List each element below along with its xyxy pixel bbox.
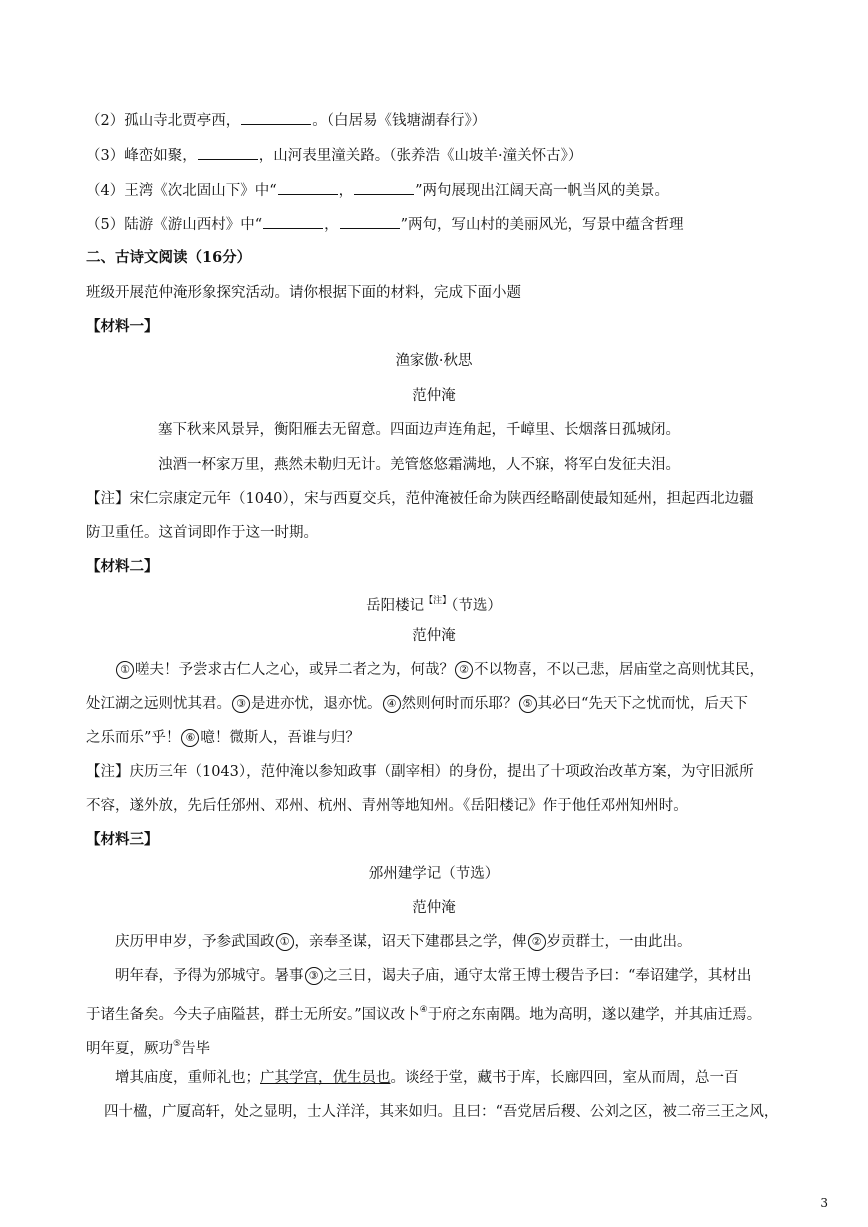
footnote-marker: ① [276,933,294,951]
fill-question-2: （2）孤山寺北贾亭西， 。（白居易《钱塘湖春行》） [86,110,486,131]
answer-blank[interactable] [198,145,258,160]
material-3-author: 范仲淹 [412,900,456,916]
material-3-para-3-line-2: 四十楹，广厦高轩，处之显明，士人洋洋，其来如归。且曰：“吾党居后稷、公刘之区，被二帝三王之风， [104,1104,779,1120]
material-3-para-2-line-2: 于诸生备矣。今夫子庙隘甚，群士无所安。”国议改卜④于府之东南隅。地为高明，遂以建学，并其庙迁焉。 [86,1005,762,1023]
poem-line-2: 浊酒一杯家万里，燕然未勒归无计。羌管悠悠霜满地，人不寐，将军白发征夫泪。 [158,457,680,473]
footnote-marker: ③ [305,967,323,985]
sentence-number: ③ [232,695,250,713]
underlined-sentence: 广其学宫，优生员也 [260,1070,391,1086]
material-3-para-2-line-3: 明年夏，厥功⑤告毕 [86,1039,211,1057]
material-2-note-line-2: 不容，遂外放，先后任邠州、邓州、杭州、青州等地知州。《岳阳楼记》作于他任邓州知州时。 [86,798,688,814]
footnote-marker: ④ [419,1005,428,1015]
answer-blank[interactable] [354,180,414,195]
answer-blank[interactable] [241,110,311,125]
material-3-label: 【材料三】 [86,831,159,848]
note-marker: 【注】 [424,596,452,606]
sentence-number: ⑥ [181,729,199,747]
fill-question-3: （3）峰峦如聚， ，山河表里潼关路。（张养浩《山坡羊·潼关怀古》） [86,145,582,166]
footnote-marker: ⑤ [173,1039,182,1049]
material-2-title: 岳阳楼记$^{【注】}$（节选） [366,596,502,614]
fill-question-5: （5）陆游《游山西村》中“ ， ”两句，写山村的美丽风光，写景中蕴含哲理 [86,214,684,235]
answer-blank[interactable] [278,180,338,195]
material-1-note-line-2: 防卫重任。这首词即作于这一时期。 [86,525,318,541]
material-1-label: 【材料一】 [86,318,159,335]
material-1-note-line-1: 【注】宋仁宗康定元年（1040），宋与西夏交兵，范仲淹被任命为陕西经略副使最知延州，担起西北边疆 [86,491,754,507]
sentence-number: ⑤ [519,695,537,713]
material-2-text-line-1: ① 嗟夫！予尝求古仁人之心，或异二者之为，何哉？ ② 不以物喜，不以己悲，居庙堂之高则忧其民， [115,660,764,680]
material-1-title: 渔家傲·秋思 [395,353,473,369]
material-2-text-line-3: 之乐而乐”乎！ ⑥ 噫！微斯人，吾谁与归？ [86,730,360,746]
material-3-title: 邠州建学记（节选） [368,866,500,882]
footnote-marker: ② [528,933,546,951]
poem-line-1: 塞下秋来风景异，衡阳雁去无留意。四面边声连角起，千嶂里、长烟落日孤城闭。 [158,422,680,438]
section-heading: 二、古诗文阅读（16分） [86,249,252,266]
section-intro: 班级开展范仲淹形象探究活动。请你根据下面的材料，完成下面小题 [86,285,521,301]
material-2-label: 【材料二】 [86,558,159,575]
material-1-author: 范仲淹 [412,388,456,404]
answer-blank[interactable] [263,214,323,229]
material-3-para-1: 庆历甲申岁，予参武国政 ① ，亲奉圣谋，诏天下建郡县之学，俾 ② 岁贡群士，一由此出。 [115,934,692,950]
answer-blank[interactable] [340,214,400,229]
sentence-number: ① [116,661,134,679]
material-2-author: 范仲淹 [412,628,456,644]
fill-question-4: （4）王湾《次北固山下》中“ ， ”两句展现出江阔天高一帆当风的美景。 [86,180,669,201]
material-3-para-2-line-1: 明年春，予得为邠城守。暑事 ③ 之三日，谒夫子庙，通守太常王博士稷告予曰：“奉诏建学，其材出 [115,968,752,984]
sentence-number: ④ [383,695,401,713]
material-3-para-3-line-1: 增其庙度，重师礼也；广其学宫，优生员也。谈经于堂，藏书于库，长廊四回，室从而周，总一百 [115,1070,739,1086]
material-2-note-line-1: 【注】庆历三年（1043），范仲淹以参知政事（副宰相）的身份，提出了十项政治改革方案，为守旧派所 [86,764,754,780]
page-number: 3 [820,1196,828,1210]
material-2-text-line-2: 处江湖之远则忧其君。 ③ 是进亦忧，退亦忧。 ④ 然则何时而乐耶？ ⑤ 其必曰“先天下之忧而忧，后天下 [86,696,748,712]
sentence-number: ② [455,661,473,679]
